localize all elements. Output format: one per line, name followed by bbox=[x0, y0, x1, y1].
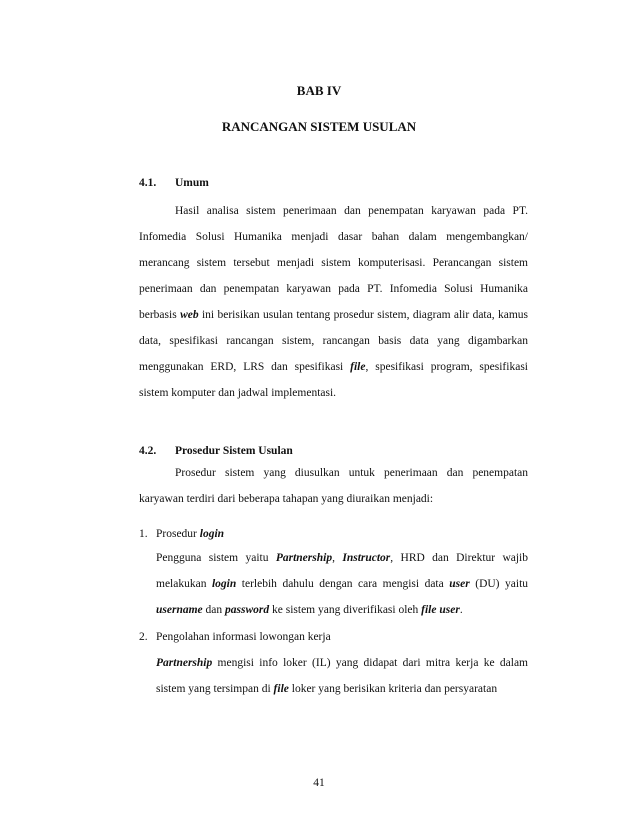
section-heading-4-2 bbox=[139, 444, 293, 459]
body-term: Partnership bbox=[275, 552, 333, 564]
section-heading-4-1 bbox=[139, 176, 209, 191]
paragraph-text: Hasil analisa sistem penerimaan dan penempatan karyawan pada PT. Infomedia Solusi Humanika menjadi dasar bahan dalam mengembangkan/ merancang sistem tersebut menjadi sistem komputerisasi. Perancangan sistem penerimaan dan penempatan karyawan pada PT. Infomedia Solusi Humanika berbasis bbox=[139, 205, 528, 321]
body-term: Partnership bbox=[156, 657, 213, 669]
section-4-1-paragraph bbox=[139, 198, 528, 406]
body-text: terlebih dahulu dengan cara mengisi data bbox=[236, 578, 450, 590]
section-4-2-paragraph: Prosedur sistem yang diusulkan untuk penerimaan dan penempatan karyawan terdiri dari beberapa tahapan yang diuraikan menjadi: bbox=[139, 467, 528, 505]
section-number: 4.2. bbox=[139, 445, 157, 457]
body-text: dan bbox=[202, 604, 226, 616]
body-text: , bbox=[332, 552, 343, 564]
body-term: username bbox=[156, 604, 203, 616]
body-term: file bbox=[273, 683, 289, 695]
list-item-text: Pengolahan informasi lowongan kerja bbox=[156, 631, 331, 643]
body-text: Pengguna sistem yaitu bbox=[156, 552, 276, 564]
section-number: 4.1. bbox=[139, 177, 157, 189]
list-item-label bbox=[139, 527, 224, 542]
chapter-label: BAB IV bbox=[296, 83, 342, 98]
paragraph-term: web bbox=[180, 309, 199, 321]
paragraph-term: file bbox=[350, 361, 366, 373]
chapter-title: RANCANGAN SISTEM USULAN bbox=[221, 119, 417, 134]
body-term: login bbox=[211, 578, 237, 590]
list-item-text: Prosedur bbox=[156, 528, 200, 540]
body-term: Instructor bbox=[342, 552, 391, 564]
list-item-term: login bbox=[199, 528, 225, 540]
list-item-number: 1. bbox=[139, 528, 148, 540]
list-item-label bbox=[139, 630, 331, 645]
paragraph-text: ini berisikan usulan tentang prosedur sistem, diagram alir data, kamus data, spesifikasi rancangan sistem, rancangan basis data yang digambarkan menggunakan ERD, LRS dan spesifikasi bbox=[139, 309, 528, 373]
body-term: user bbox=[449, 578, 470, 590]
list-item-body bbox=[156, 650, 528, 702]
paragraph-text: , spesifikasi program, spesifikasi sistem komputer dan jadwal implementasi. bbox=[139, 361, 528, 399]
body-text: mengisi info loker (IL) yang didapat dari mitra kerja ke dalam sistem yang tersimpan di bbox=[156, 657, 528, 695]
body-text: ke sistem yang diverifikasi oleh bbox=[269, 604, 422, 616]
body-text: loker yang berisikan kriteria dan persyaratan bbox=[288, 683, 498, 695]
body-text: (DU) yaitu bbox=[469, 578, 529, 590]
section-title: Umum bbox=[175, 177, 209, 189]
section-title: Prosedur Sistem Usulan bbox=[175, 445, 293, 457]
list-item-number: 2. bbox=[139, 631, 148, 643]
body-text: . bbox=[459, 604, 463, 616]
body-text: , HRD dan Direktur wajib melakukan bbox=[156, 552, 529, 590]
list-item-body bbox=[156, 545, 528, 623]
body-term: file user bbox=[421, 604, 460, 616]
body-term: password bbox=[225, 604, 270, 616]
page-number: 41 bbox=[313, 777, 325, 789]
